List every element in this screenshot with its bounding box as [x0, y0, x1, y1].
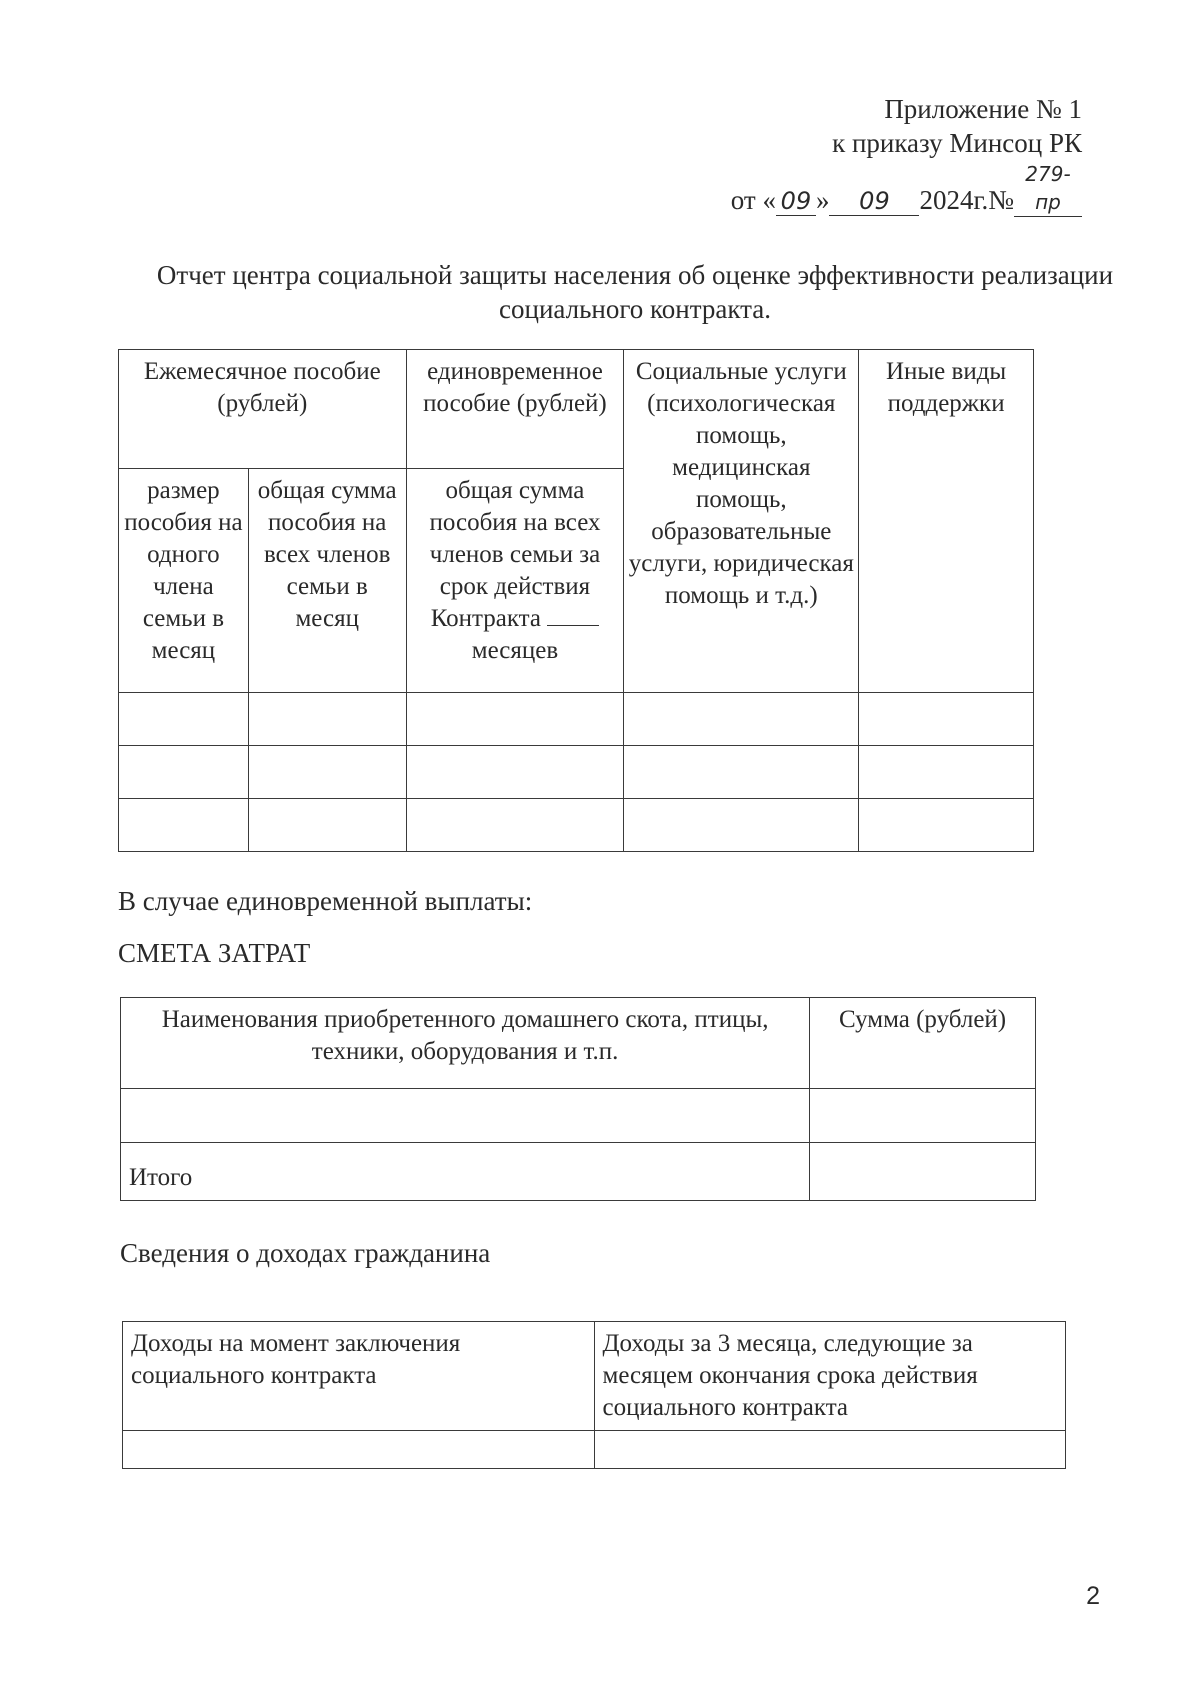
total-label: Итого [121, 1143, 810, 1201]
date-day: 09 [776, 187, 816, 216]
social-services-header: Социальные услуги (психологическая помощь, медицинская помощь, образовательные услуги, юридическая помощь и т.д.) [624, 350, 859, 693]
table-cell [859, 799, 1034, 852]
table-row [119, 799, 1034, 852]
date-mid: » [815, 185, 830, 215]
table-row [123, 1431, 1066, 1469]
cost-estimate-heading: СМЕТА ЗАТРАТ [118, 938, 311, 968]
income-after-contract-header: Доходы за 3 месяца, следующие за месяцем окончания срока действия социального контракта [594, 1322, 1066, 1431]
contract-months-blank [547, 624, 599, 626]
date-year: 2024г.№ [919, 185, 1014, 215]
date-month: 09 [829, 187, 919, 216]
table-cell [624, 799, 859, 852]
onetime-payment-label: В случае единовременной выплаты: [118, 886, 533, 916]
page-number: 2 [1086, 1582, 1100, 1610]
total-contract-subheader [406, 469, 624, 693]
table-cell [248, 693, 406, 746]
table-cell [406, 693, 624, 746]
table-cell [624, 693, 859, 746]
income-table [122, 1321, 1066, 1469]
table-cell [119, 746, 249, 799]
appendix-date-line [731, 160, 1082, 217]
table-cell [594, 1431, 1066, 1469]
appendix-line1: Приложение № 1 [884, 94, 1082, 124]
cost-estimate-table [120, 997, 1036, 1201]
support-table [118, 349, 1034, 852]
order-number: 279-пр [1014, 160, 1082, 217]
other-support-header: Иные виды поддержки [859, 350, 1034, 693]
total-monthly-subheader: общая сумма пособия на всех членов семьи в месяц [248, 469, 406, 693]
table-cell [119, 799, 249, 852]
appendix-line2: к приказу Минсоц РК [832, 128, 1082, 158]
date-prefix: от « [730, 185, 776, 215]
total-value-cell [810, 1143, 1036, 1201]
onetime-benefit-header: единовременное пособие (рублей) [406, 350, 624, 469]
report-title-line1: Отчет центра социальной защиты населения об оценке эффективности реализации [156, 260, 1114, 290]
table-row [119, 746, 1034, 799]
sum-header: Сумма (рублей) [810, 998, 1036, 1089]
table-cell [406, 799, 624, 852]
table-cell [624, 746, 859, 799]
monthly-benefit-header: Ежемесячное пособие (рублей) [119, 350, 407, 469]
total-contract-text: общая сумма пособия на всех членов семьи за срок действия Контракта [429, 477, 601, 632]
table-row [119, 693, 1034, 746]
table-cell [123, 1431, 595, 1469]
income-at-contract-header: Доходы на момент заключения социального контракта [123, 1322, 595, 1431]
report-title [120, 258, 1150, 326]
table-row [121, 1089, 1036, 1143]
income-info-heading: Сведения о доходах гражданина [120, 1238, 491, 1268]
table-cell [406, 746, 624, 799]
table-cell [248, 799, 406, 852]
table-cell [859, 746, 1034, 799]
table-cell [119, 693, 249, 746]
report-title-line2: социального контракта. [499, 294, 771, 324]
table-cell [121, 1089, 810, 1143]
table-cell [859, 693, 1034, 746]
table-cell [248, 746, 406, 799]
per-member-subheader: размер пособия на одного члена семьи в месяц [119, 469, 249, 693]
total-contract-months: месяцев [471, 637, 559, 664]
items-name-header: Наименования приобретенного домашнего скота, птицы, техники, оборудования и т.п. [121, 998, 810, 1089]
table-cell [810, 1089, 1036, 1143]
appendix-header [731, 92, 1082, 217]
